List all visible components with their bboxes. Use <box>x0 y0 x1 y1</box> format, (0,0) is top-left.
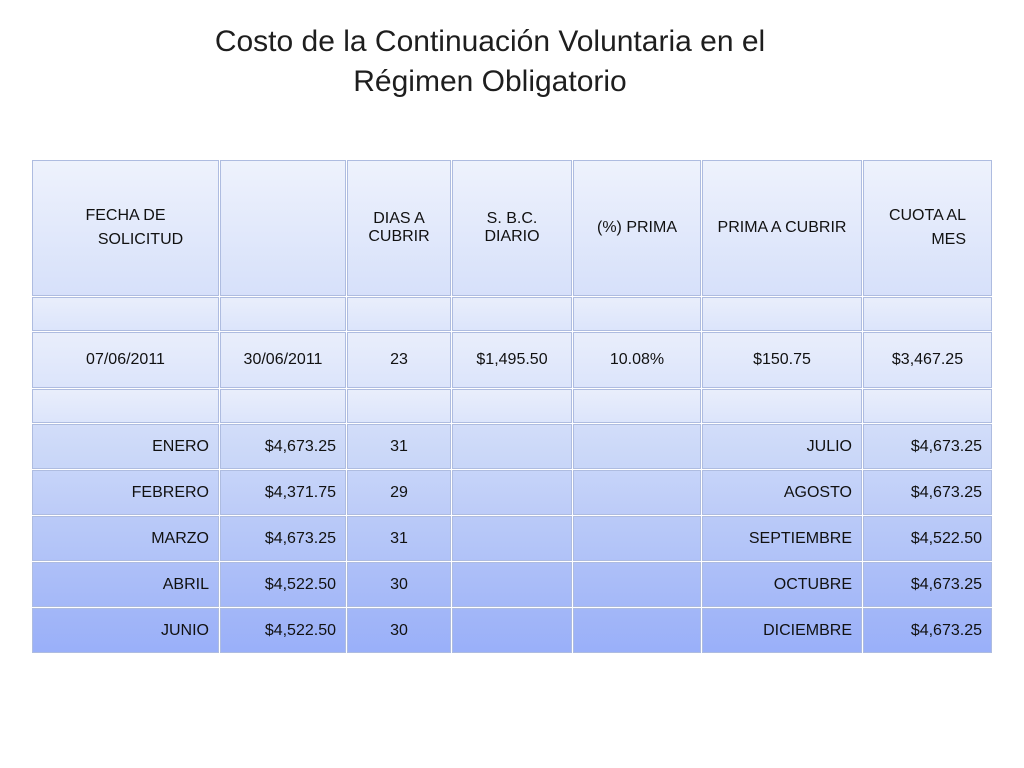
table-row-month <box>32 562 993 608</box>
header-cuota-line2: MES <box>931 231 966 248</box>
table-cell <box>702 297 863 332</box>
cell-sbc: $1,495.50 <box>452 332 573 389</box>
table-cell <box>32 297 220 332</box>
cell-amount-b: $4,673.25 <box>863 562 993 608</box>
table-row-blank <box>32 297 993 332</box>
cell-amount-b: $4,673.25 <box>863 470 993 516</box>
header-fecha-solicitud <box>32 160 220 297</box>
table-cell <box>347 297 452 332</box>
table-header-row <box>32 160 993 297</box>
header-empty <box>220 160 347 297</box>
header-fecha-line2: SOLICITUD <box>97 231 184 248</box>
cell-amount-b: $4,522.50 <box>863 516 993 562</box>
slide-title <box>0 22 980 102</box>
cell-month-a: ENERO <box>32 424 220 470</box>
cell-cuota-mes: $3,467.25 <box>863 332 993 389</box>
table-cell <box>573 424 702 470</box>
table-row-main <box>32 332 993 389</box>
table-cell <box>452 608 573 654</box>
cell-days: 29 <box>347 470 452 516</box>
header-fecha-line1: FECHA DE <box>85 207 166 224</box>
header-prima-pct: (%) PRIMA <box>573 160 702 297</box>
table-row-month <box>32 424 993 470</box>
table-row-blank <box>32 389 993 424</box>
cell-fecha-solicitud: 07/06/2011 <box>32 332 220 389</box>
cell-month-a: MARZO <box>32 516 220 562</box>
cell-month-a: JUNIO <box>32 608 220 654</box>
cell-fecha-fin: 30/06/2011 <box>220 332 347 389</box>
table-row-month <box>32 516 993 562</box>
table-cell <box>452 516 573 562</box>
table-cell <box>573 389 702 424</box>
cell-amount-a: $4,522.50 <box>220 562 347 608</box>
cell-days: 31 <box>347 516 452 562</box>
table-cell <box>573 562 702 608</box>
cell-month-b: DICIEMBRE <box>702 608 863 654</box>
table-cell <box>452 389 573 424</box>
header-dias-line2: CUBRIR <box>368 228 430 245</box>
table-cell <box>573 470 702 516</box>
table-cell <box>220 297 347 332</box>
cell-amount-b: $4,673.25 <box>863 608 993 654</box>
slide-title-line1: Costo de la Continuación Voluntaria en el <box>214 25 766 58</box>
cell-days: 30 <box>347 562 452 608</box>
header-sbc-diario <box>452 160 573 297</box>
table-cell <box>573 516 702 562</box>
table-cell <box>220 389 347 424</box>
table-row-month <box>32 608 993 654</box>
header-sbc-line2: DIARIO <box>484 228 540 245</box>
table-cell <box>32 389 220 424</box>
cost-table <box>31 159 993 654</box>
header-cuota-line1: CUOTA AL <box>888 207 966 224</box>
cell-amount-a: $4,673.25 <box>220 516 347 562</box>
table-cell <box>347 389 452 424</box>
cell-prima-pct: 10.08% <box>573 332 702 389</box>
header-sbc-line1: S. B.C. <box>486 210 538 227</box>
cell-amount-a: $4,522.50 <box>220 608 347 654</box>
cell-amount-a: $4,371.75 <box>220 470 347 516</box>
cell-month-b: JULIO <box>702 424 863 470</box>
cell-month-a: FEBRERO <box>32 470 220 516</box>
table-cell <box>863 389 993 424</box>
table-cell <box>452 562 573 608</box>
cell-prima-cubrir: $150.75 <box>702 332 863 389</box>
table-cell <box>452 297 573 332</box>
table-cell <box>863 297 993 332</box>
cell-days: 30 <box>347 608 452 654</box>
table-cell <box>573 297 702 332</box>
table-cell <box>452 424 573 470</box>
cell-month-b: SEPTIEMBRE <box>702 516 863 562</box>
table-cell <box>452 470 573 516</box>
cell-amount-a: $4,673.25 <box>220 424 347 470</box>
table-cell <box>573 608 702 654</box>
cell-amount-b: $4,673.25 <box>863 424 993 470</box>
slide-title-line2: Régimen Obligatorio <box>353 65 627 98</box>
cell-month-b: AGOSTO <box>702 470 863 516</box>
header-prima-cubrir: PRIMA A CUBRIR <box>702 160 863 297</box>
header-cuota-mes <box>863 160 993 297</box>
table-row-month <box>32 470 993 516</box>
cell-month-b: OCTUBRE <box>702 562 863 608</box>
table-cell <box>702 389 863 424</box>
cell-month-a: ABRIL <box>32 562 220 608</box>
cell-days: 31 <box>347 424 452 470</box>
header-dias-line1: DIAS A <box>373 210 425 227</box>
cell-dias: 23 <box>347 332 452 389</box>
header-dias-cubrir <box>347 160 452 297</box>
